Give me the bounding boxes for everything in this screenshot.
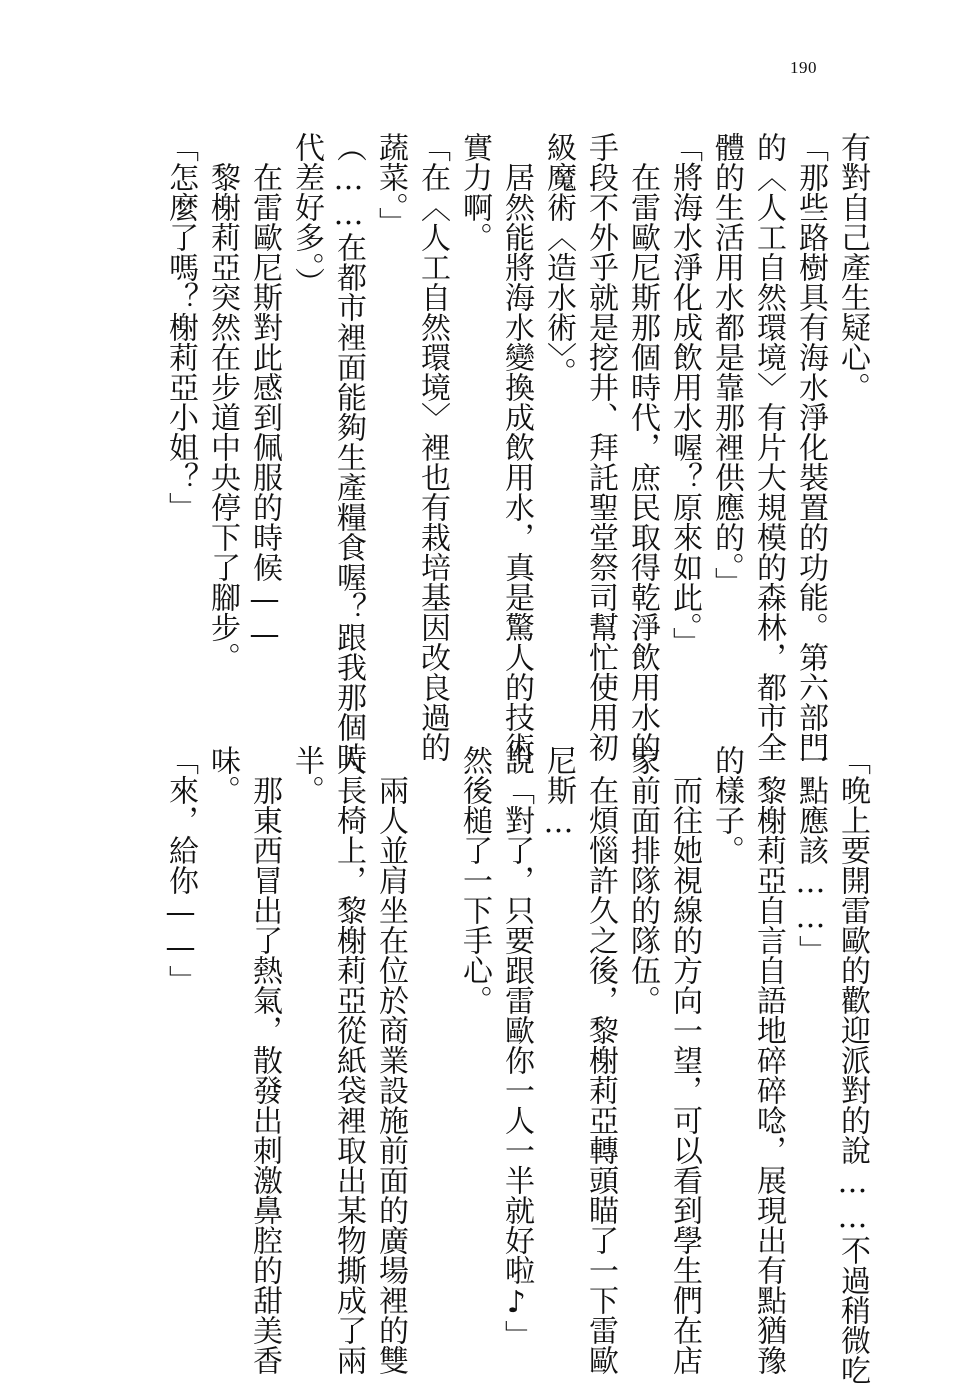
text-column: 的樣子。 <box>709 745 744 865</box>
text-column: 黎榭莉亞自言自語地碎碎唸，展現出有點猶豫 <box>751 745 786 1375</box>
text-column: 居然能將海水變換成飲用水，真是驚人的技術 <box>499 132 534 762</box>
text-column: 一點應該……」 <box>793 745 828 965</box>
text-column: 說「對了，只要跟雷歐你一人一半就好啦♪」 <box>499 745 534 1350</box>
text-column: 兩人並肩坐在位於商業設施前面的廣場裡的雙 <box>373 745 408 1375</box>
text-column: 而往她視線的方向一望，可以看到學生們在店 <box>667 745 702 1375</box>
text-column: 「怎麼了嗎？榭莉亞小姐？」 <box>163 132 198 522</box>
text-column: 「在〈人工自然環境〉裡也有栽培基因改良過的 <box>415 132 450 762</box>
text-column: 代差好多。） <box>289 132 324 297</box>
text-column: 級魔術〈造水術〉。 <box>541 132 576 387</box>
text-column: 味。 <box>205 745 240 805</box>
text-column: 然後槌了一下手心。 <box>457 745 492 1015</box>
text-column: 家前面排隊的隊伍。 <box>625 745 660 1015</box>
text-column: 的〈人工自然環境〉有片大規模的森林，都市全 <box>751 132 786 762</box>
text-column: 「來，給你——」 <box>163 745 198 995</box>
text-column: 在煩惱許久之後，黎榭莉亞轉頭瞄了一下雷歐 <box>583 745 618 1375</box>
text-column: 在雷歐尼斯對此感到佩服的時候—— <box>247 132 282 652</box>
text-column: 半。 <box>289 745 324 805</box>
page-number: 190 <box>790 58 817 77</box>
text-column: （……在都市裡面能夠生產糧食喔？跟我那個時 <box>331 132 366 772</box>
text-column: 實力啊。 <box>457 132 492 252</box>
text-column: 手段不外乎就是挖井、拜託聖堂祭司幫忙使用初 <box>583 132 618 762</box>
text-column: 「晚上要開雷歐的歡迎派對的說……不過稍微吃 <box>835 745 870 1385</box>
text-column: 黎榭莉亞突然在步道中央停下了腳步。 <box>205 132 240 672</box>
text-column: 人長椅上，黎榭莉亞從紙袋裡取出某物撕成了兩 <box>331 745 366 1375</box>
text-column: 尼斯… <box>541 745 576 840</box>
text-column: 「那些路樹具有海水淨化裝置的功能。第六部門 <box>793 132 828 762</box>
text-column: 在雷歐尼斯那個時代，庶民取得乾淨飲用水的 <box>625 132 660 762</box>
text-column: 「將海水淨化成飲用水喔？原來如此。」 <box>667 132 702 657</box>
text-column: 那東西冒出了熱氣，散發出刺激鼻腔的甜美香 <box>247 745 282 1375</box>
text-column: 有對自己產生疑心。 <box>835 132 870 402</box>
text-column: 體的生活用水都是靠那裡供應的。」 <box>709 132 744 597</box>
text-column: 蔬菜。」 <box>373 132 408 237</box>
